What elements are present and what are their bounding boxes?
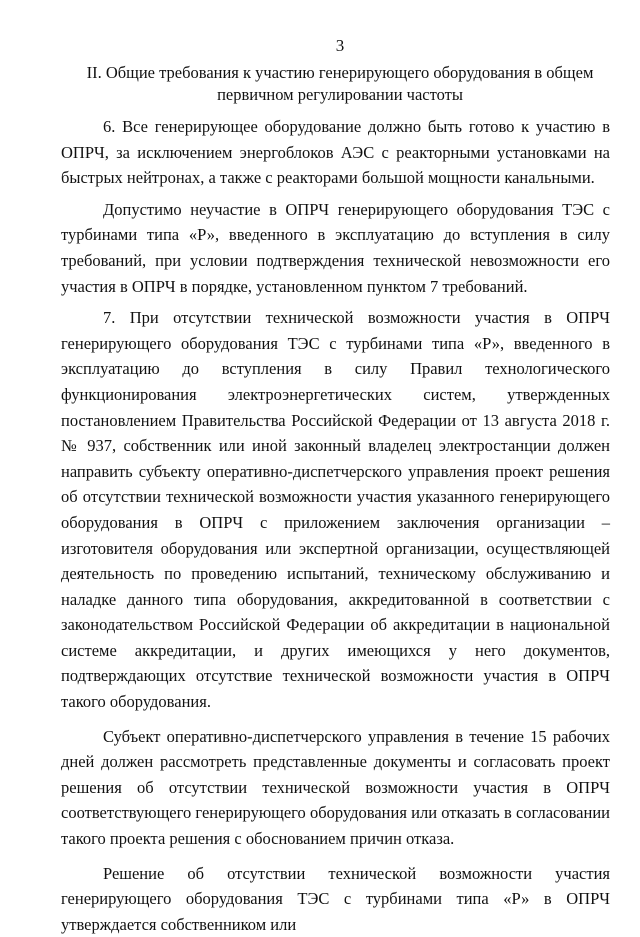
paragraph-7-review: Субъект оперативно-диспетчерского управления в течение 15 рабочих дней должен рассмотреть представленные документы и согласовать проект решения об отсутствии технической возможности участия в ОПРЧ соответствующего генерирующего оборудования или отказать в согласовании такого проекта решения с обоснованием причин отказа.	[61, 726, 610, 849]
paragraph-7-decision: Решение об отсутствии технической возможности участия генерирующего оборудования ТЭС с турбинами типа «Р» в ОПРЧ утверждается собственником или	[61, 863, 610, 934]
paragraph-6: 6. Все генерирующее оборудование должно быть готово к участию в ОПРЧ, за исключением энергоблоков АЭС с реакторными установками на быстрых нейтронах, а также с реакторами большой мощности канальными.	[61, 117, 610, 188]
page-number: 3	[335, 36, 345, 55]
document-body	[61, 114, 610, 937]
paragraph-7: 7. При отсутствии технической возможности участия в ОПРЧ генерирующего оборудования ТЭС с турбинами типа «Р», введенного в эксплуатацию до вступления в силу Правил технологического функционирования электроэнергетических систем, утвержденных постановлением Правительства Российской Федерации от 13 августа 2018 г. № 937, собственник или иной законный владелец электростанции должен направить субъекту оперативно-диспетчерского управления проект решения об отсутствии технической возможности участия указанного генерирующего оборудования в ОПРЧ с приложением заключения организации – изготовителя оборудования или экспертной организации, осуществляющей деятельность по проведению испытаний, техническому обслуживанию и наладке данного типа оборудования, аккредитованной в соответствии с законодательством Российской Федерации об аккредитации в национальной системе аккредитации, и других имеющихся у него документов, подтверждающих отсутствие технической возможности участия в ОПРЧ такого оборудования.	[61, 308, 610, 712]
section-title: II. Общие требования к участию генерирующего оборудования в общем первичном регулировании частоты	[86, 63, 594, 104]
paragraph-6-exception: Допустимо неучастие в ОПРЧ генерирующего оборудования ТЭС с турбинами типа «Р», введенного в эксплуатацию до вступления в силу требований, при условии подтверждения технической невозможности его участия в ОПРЧ в порядке, установленном пунктом 7 требований.	[61, 199, 610, 296]
